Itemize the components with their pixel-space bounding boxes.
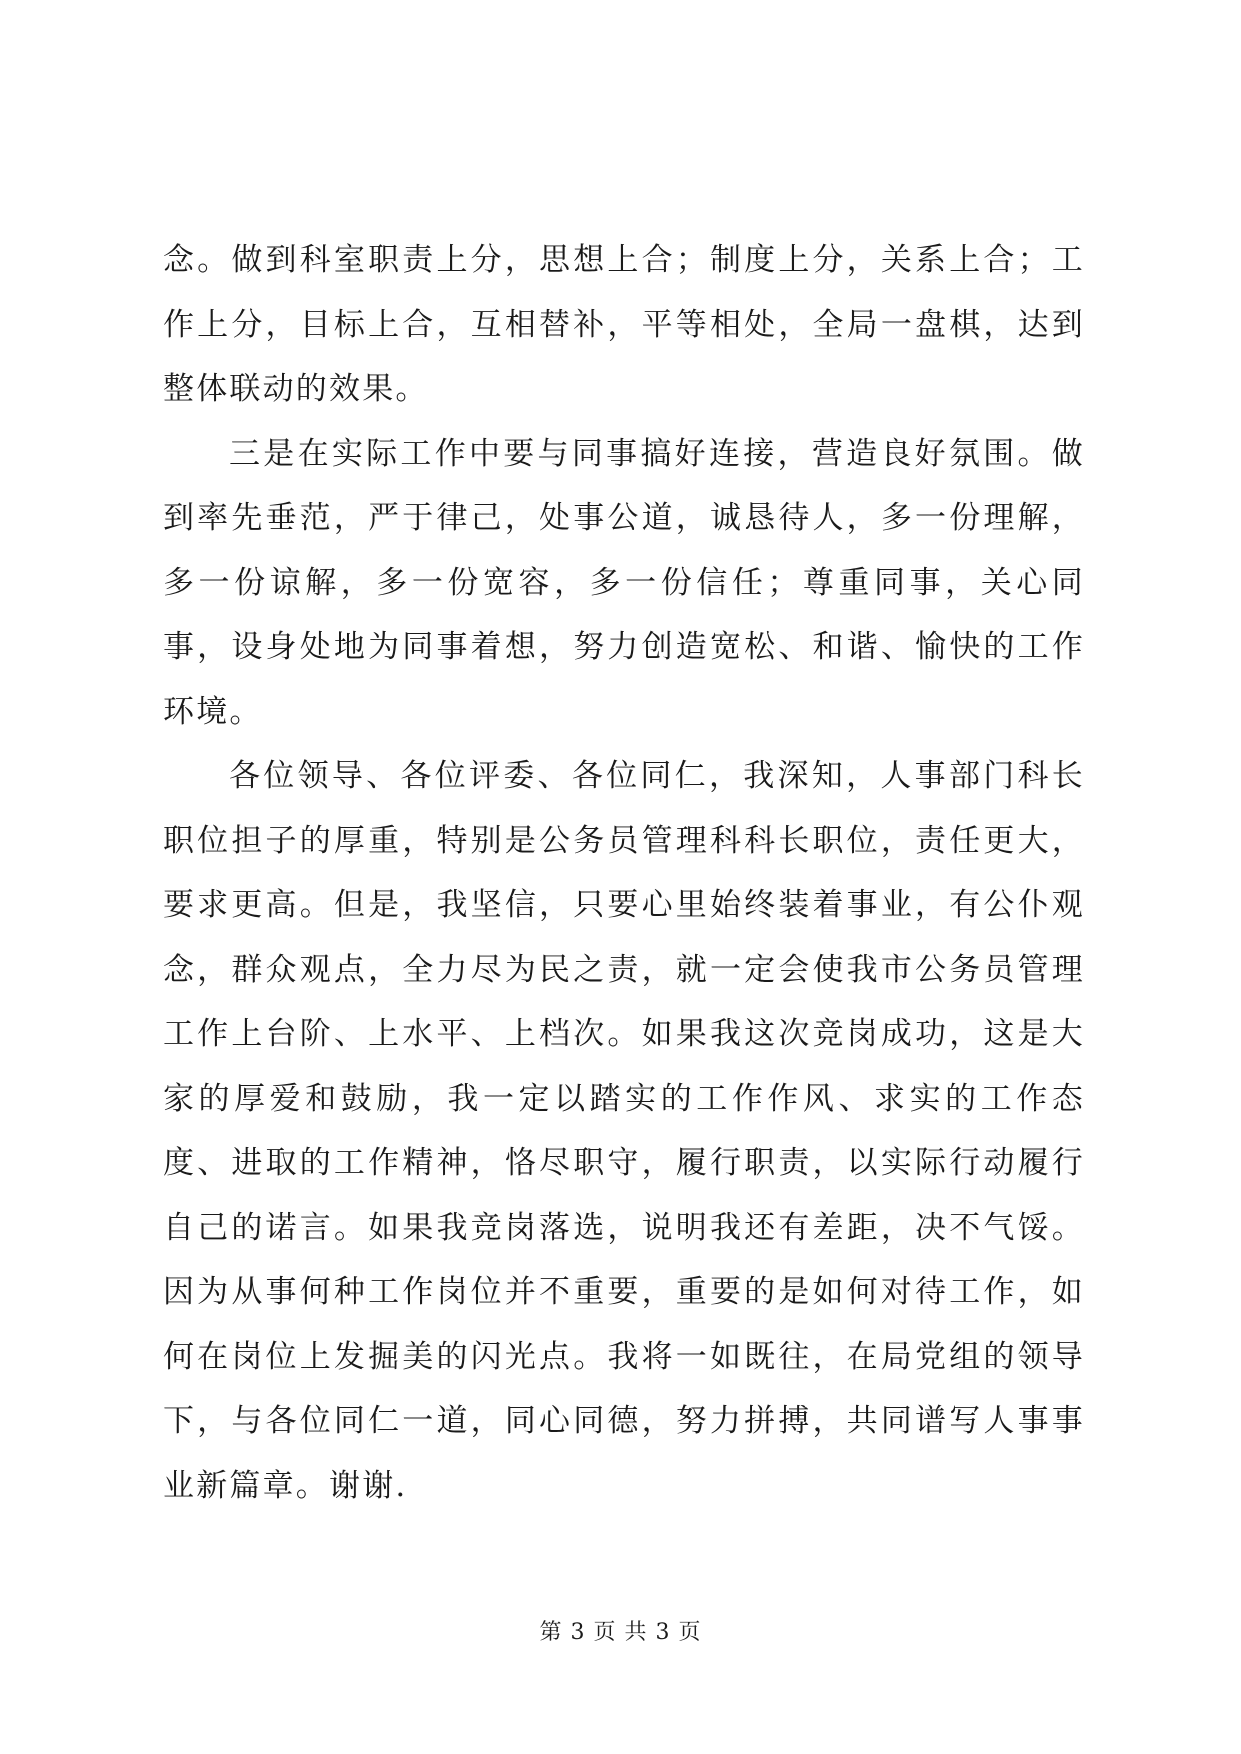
page-number-footer: 第 3 页 共 3 页 xyxy=(539,1620,702,1645)
paragraph-colleague-relations: 三是在实际工作中要与同事搞好连接，营造良好氛围。做到率先垂范，严于律己，处事公道，诚恳待人，多一份理解，多一份谅解，多一份宽容，多一份信任；尊重同事，关心同事，设身处地为同事着想，努力创造宽松、和谐、愉快的工作环境。 xyxy=(163,435,1085,730)
paragraph-continuation: 念。做到科室职责上分，思想上合；制度上分，关系上合；工作上分，目标上合，互相替补，平等相处，全局一盘棋，达到整体联动的效果。 xyxy=(163,242,1085,407)
document-body xyxy=(163,228,1085,1518)
paragraph-closing-statement: 各位领导、各位评委、各位同仁，我深知，人事部门科长职位担子的厚重，特别是公务员管理科科长职位，责任更大，要求更高。但是，我坚信，只要心里始终装着事业，有公仆观念，群众观点，全力尽为民之责，就一定会使我市公务员管理工作上台阶、上水平、上档次。如果我这次竞岗成功，这是大家的厚爱和鼓励，我一定以踏实的工作作风、求实的工作态度、进取的工作精神，恪尽职守，履行职责，以实际行动履行自己的诺言。如果我竞岗落选，说明我还有差距，决不气馁。因为从事何种工作岗位并不重要，重要的是如何对待工作，如何在岗位上发掘美的闪光点。我将一如既往，在局党组的领导下，与各位同仁一道，同心同德，努力拼搏，共同谱写人事事业新篇章。谢谢. xyxy=(163,758,1085,1504)
